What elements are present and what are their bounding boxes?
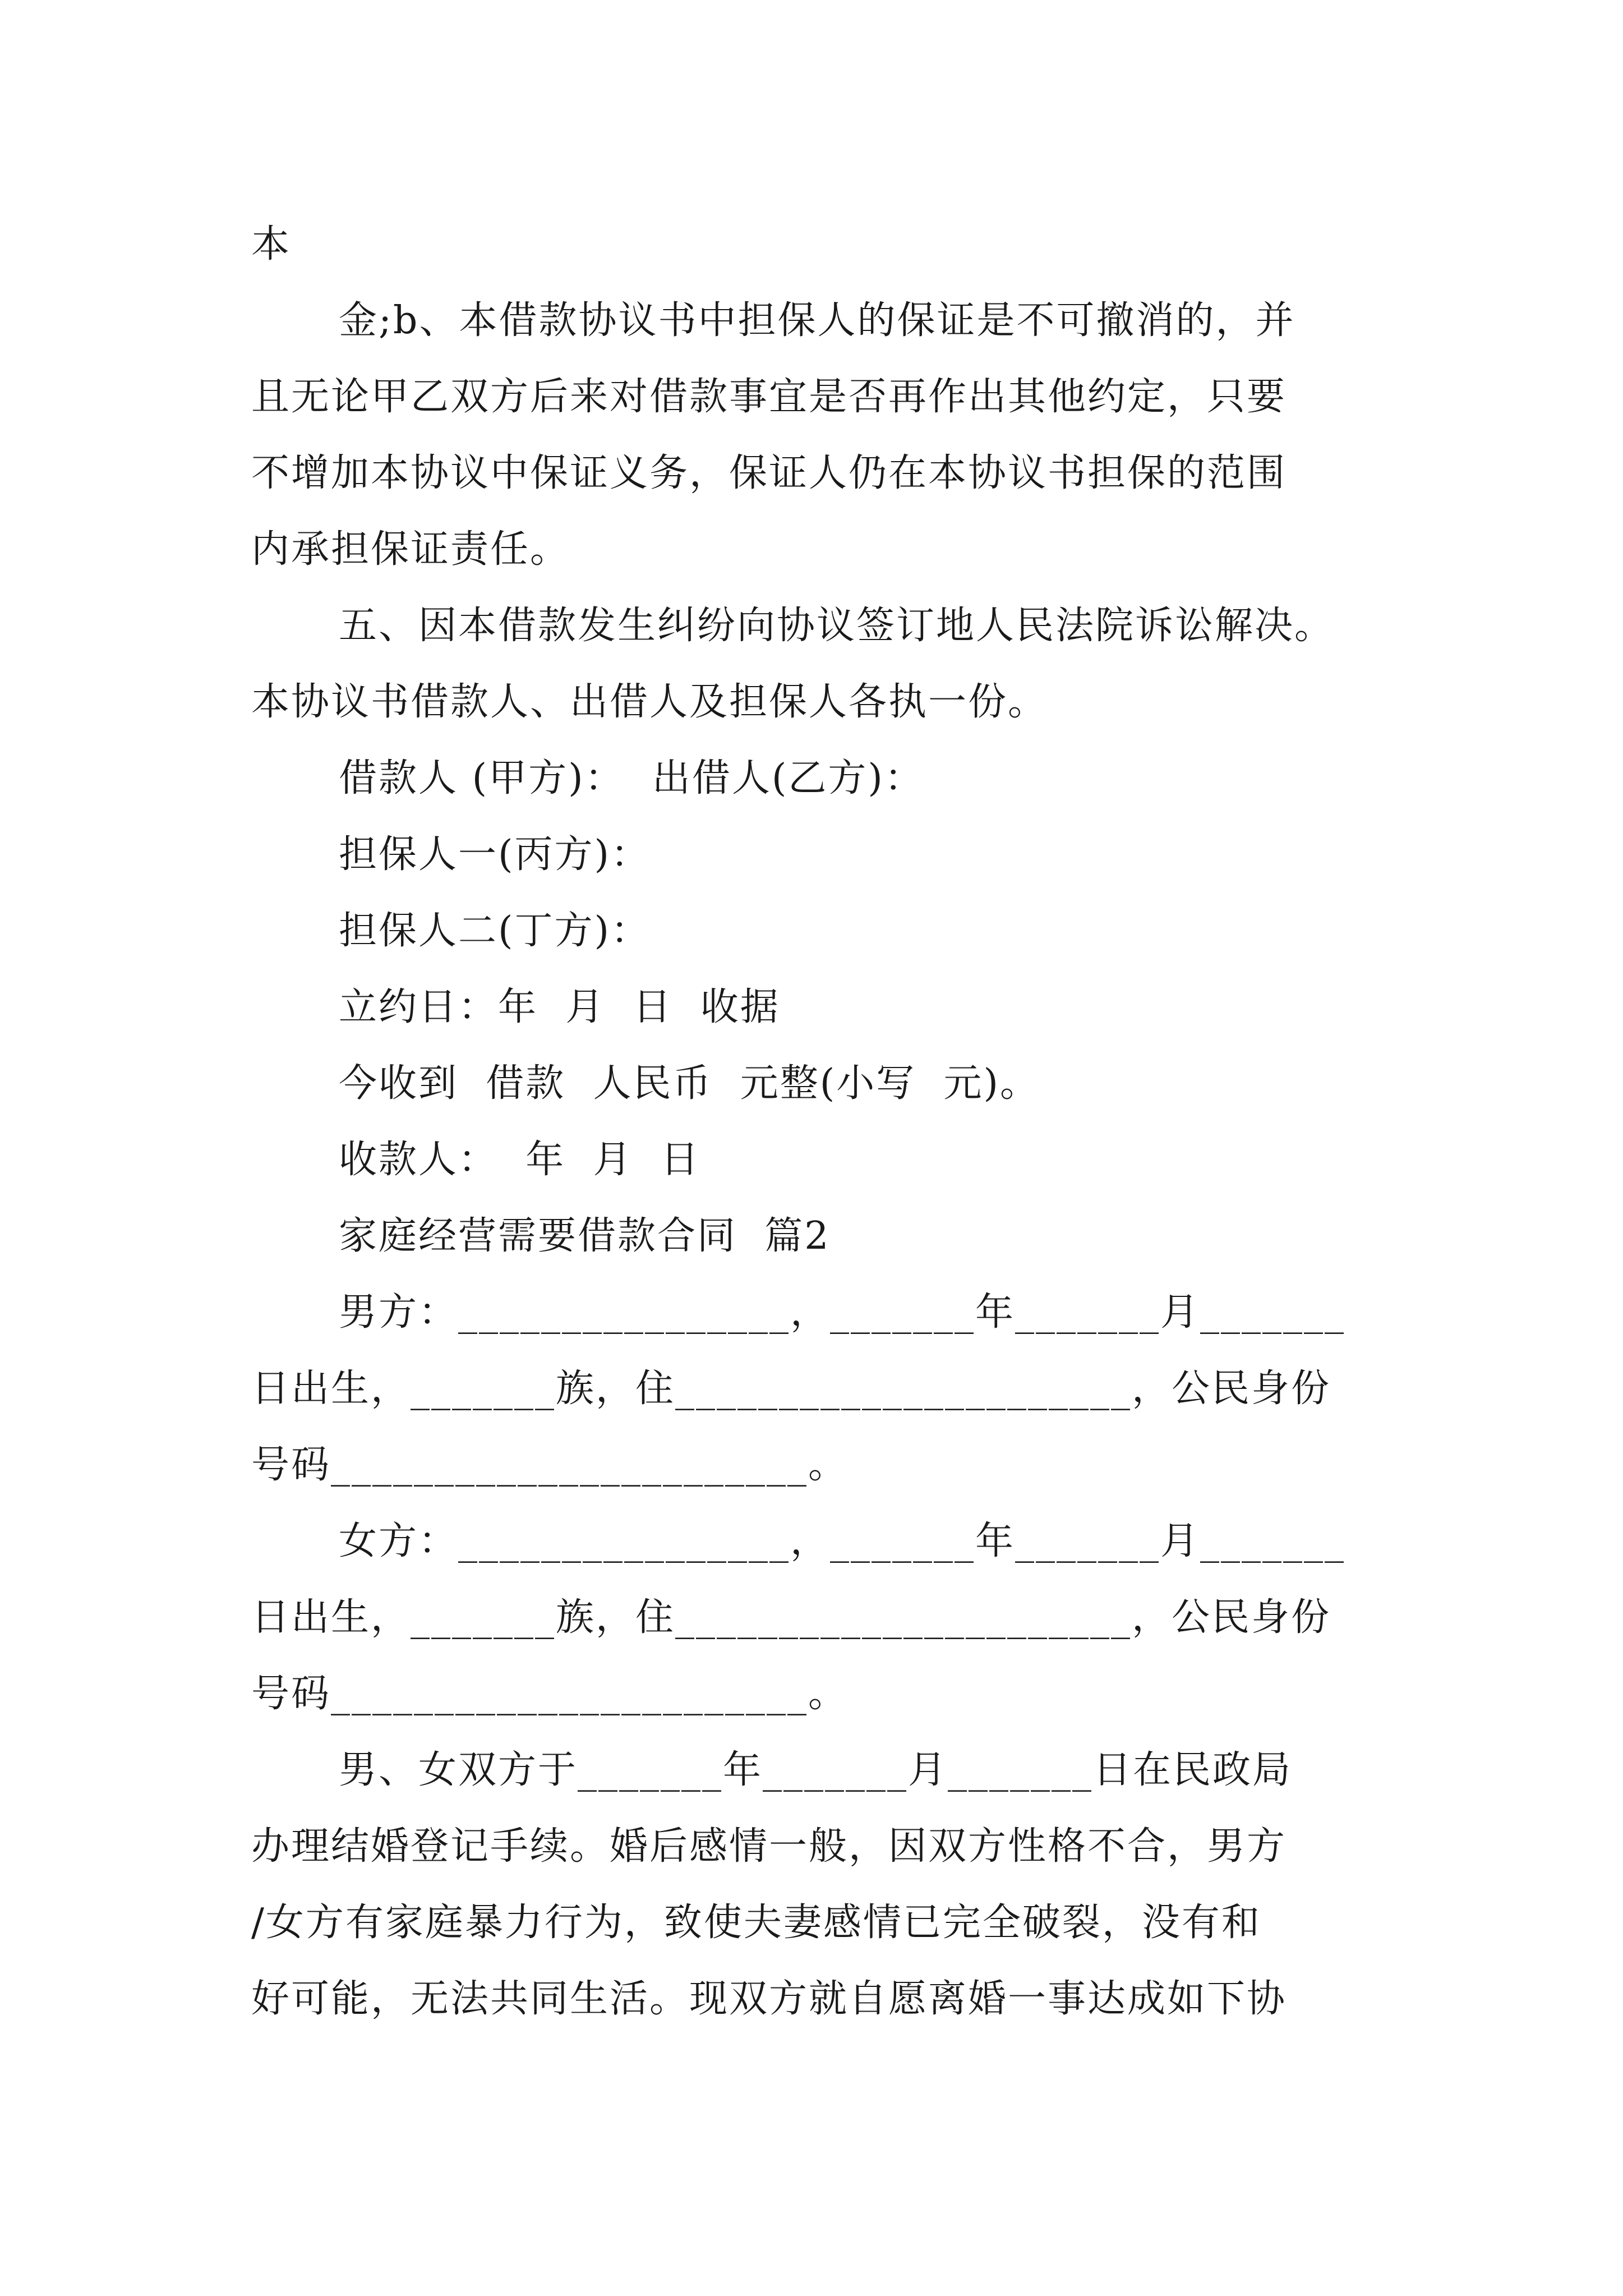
receipt-line: 今收到 借款 人民币 元整(小写 元)。 <box>339 1061 1040 1106</box>
text-line: 号码_______________________。 <box>251 1672 849 1716</box>
text-line: 好可能，无法共同生活。现双方就自愿离婚一事达成如下协 <box>251 1977 1287 2021</box>
text-line: 男、女双方于_______年_______月_______日在民政局 <box>339 1748 1293 1792</box>
signature-line-borrower-lender: 借款人 (甲方)： 出借人(乙方)： <box>339 756 924 800</box>
text-line: 本 <box>251 222 292 266</box>
text-line: 五、因本借款发生纠纷向协议签订地人民法院诉讼解决。 <box>339 604 1335 648</box>
text-line: /女方有家庭暴力行为，致使夫妻感情已完全破裂，没有和 <box>251 1901 1261 1945</box>
payee-line: 收款人： 年 月 日 <box>339 1138 700 1182</box>
contract-date-line: 立约日：年 月 日 收据 <box>339 985 780 1029</box>
text-line: 办理结婚登记手续。婚后感情一般，因双方性格不合，男方 <box>251 1824 1287 1869</box>
text-line: 号码_______________________。 <box>251 1443 849 1487</box>
text-line: 金;b、本借款协议书中担保人的保证是不可撤消的，并 <box>339 298 1295 343</box>
text-line: 日出生，_______族，住______________________，公民身份 <box>251 1595 1331 1640</box>
text-line: 不增加本协议中保证义务，保证人仍在本协议书担保的范围 <box>251 451 1287 495</box>
section-heading: 家庭经营需要借款合同 篇2 <box>339 1214 831 1258</box>
text-line: 内承担保证责任。 <box>251 527 570 572</box>
text-line: 女方：________________，_______年_______月_______ <box>339 1519 1346 1563</box>
text-line: 且无论甲乙双方后来对借款事宜是否再作出其他约定，只要 <box>251 375 1287 419</box>
signature-line-guarantor-2: 担保人二(丁方)： <box>339 909 651 953</box>
signature-line-guarantor-1: 担保人一(丙方)： <box>339 832 651 877</box>
text-line: 日出生，_______族，住______________________，公民身份 <box>251 1366 1331 1411</box>
text-line: 男方：________________，_______年_______月_______ <box>339 1290 1346 1335</box>
text-line: 本协议书借款人、出借人及担保人各执一份。 <box>251 680 1048 724</box>
